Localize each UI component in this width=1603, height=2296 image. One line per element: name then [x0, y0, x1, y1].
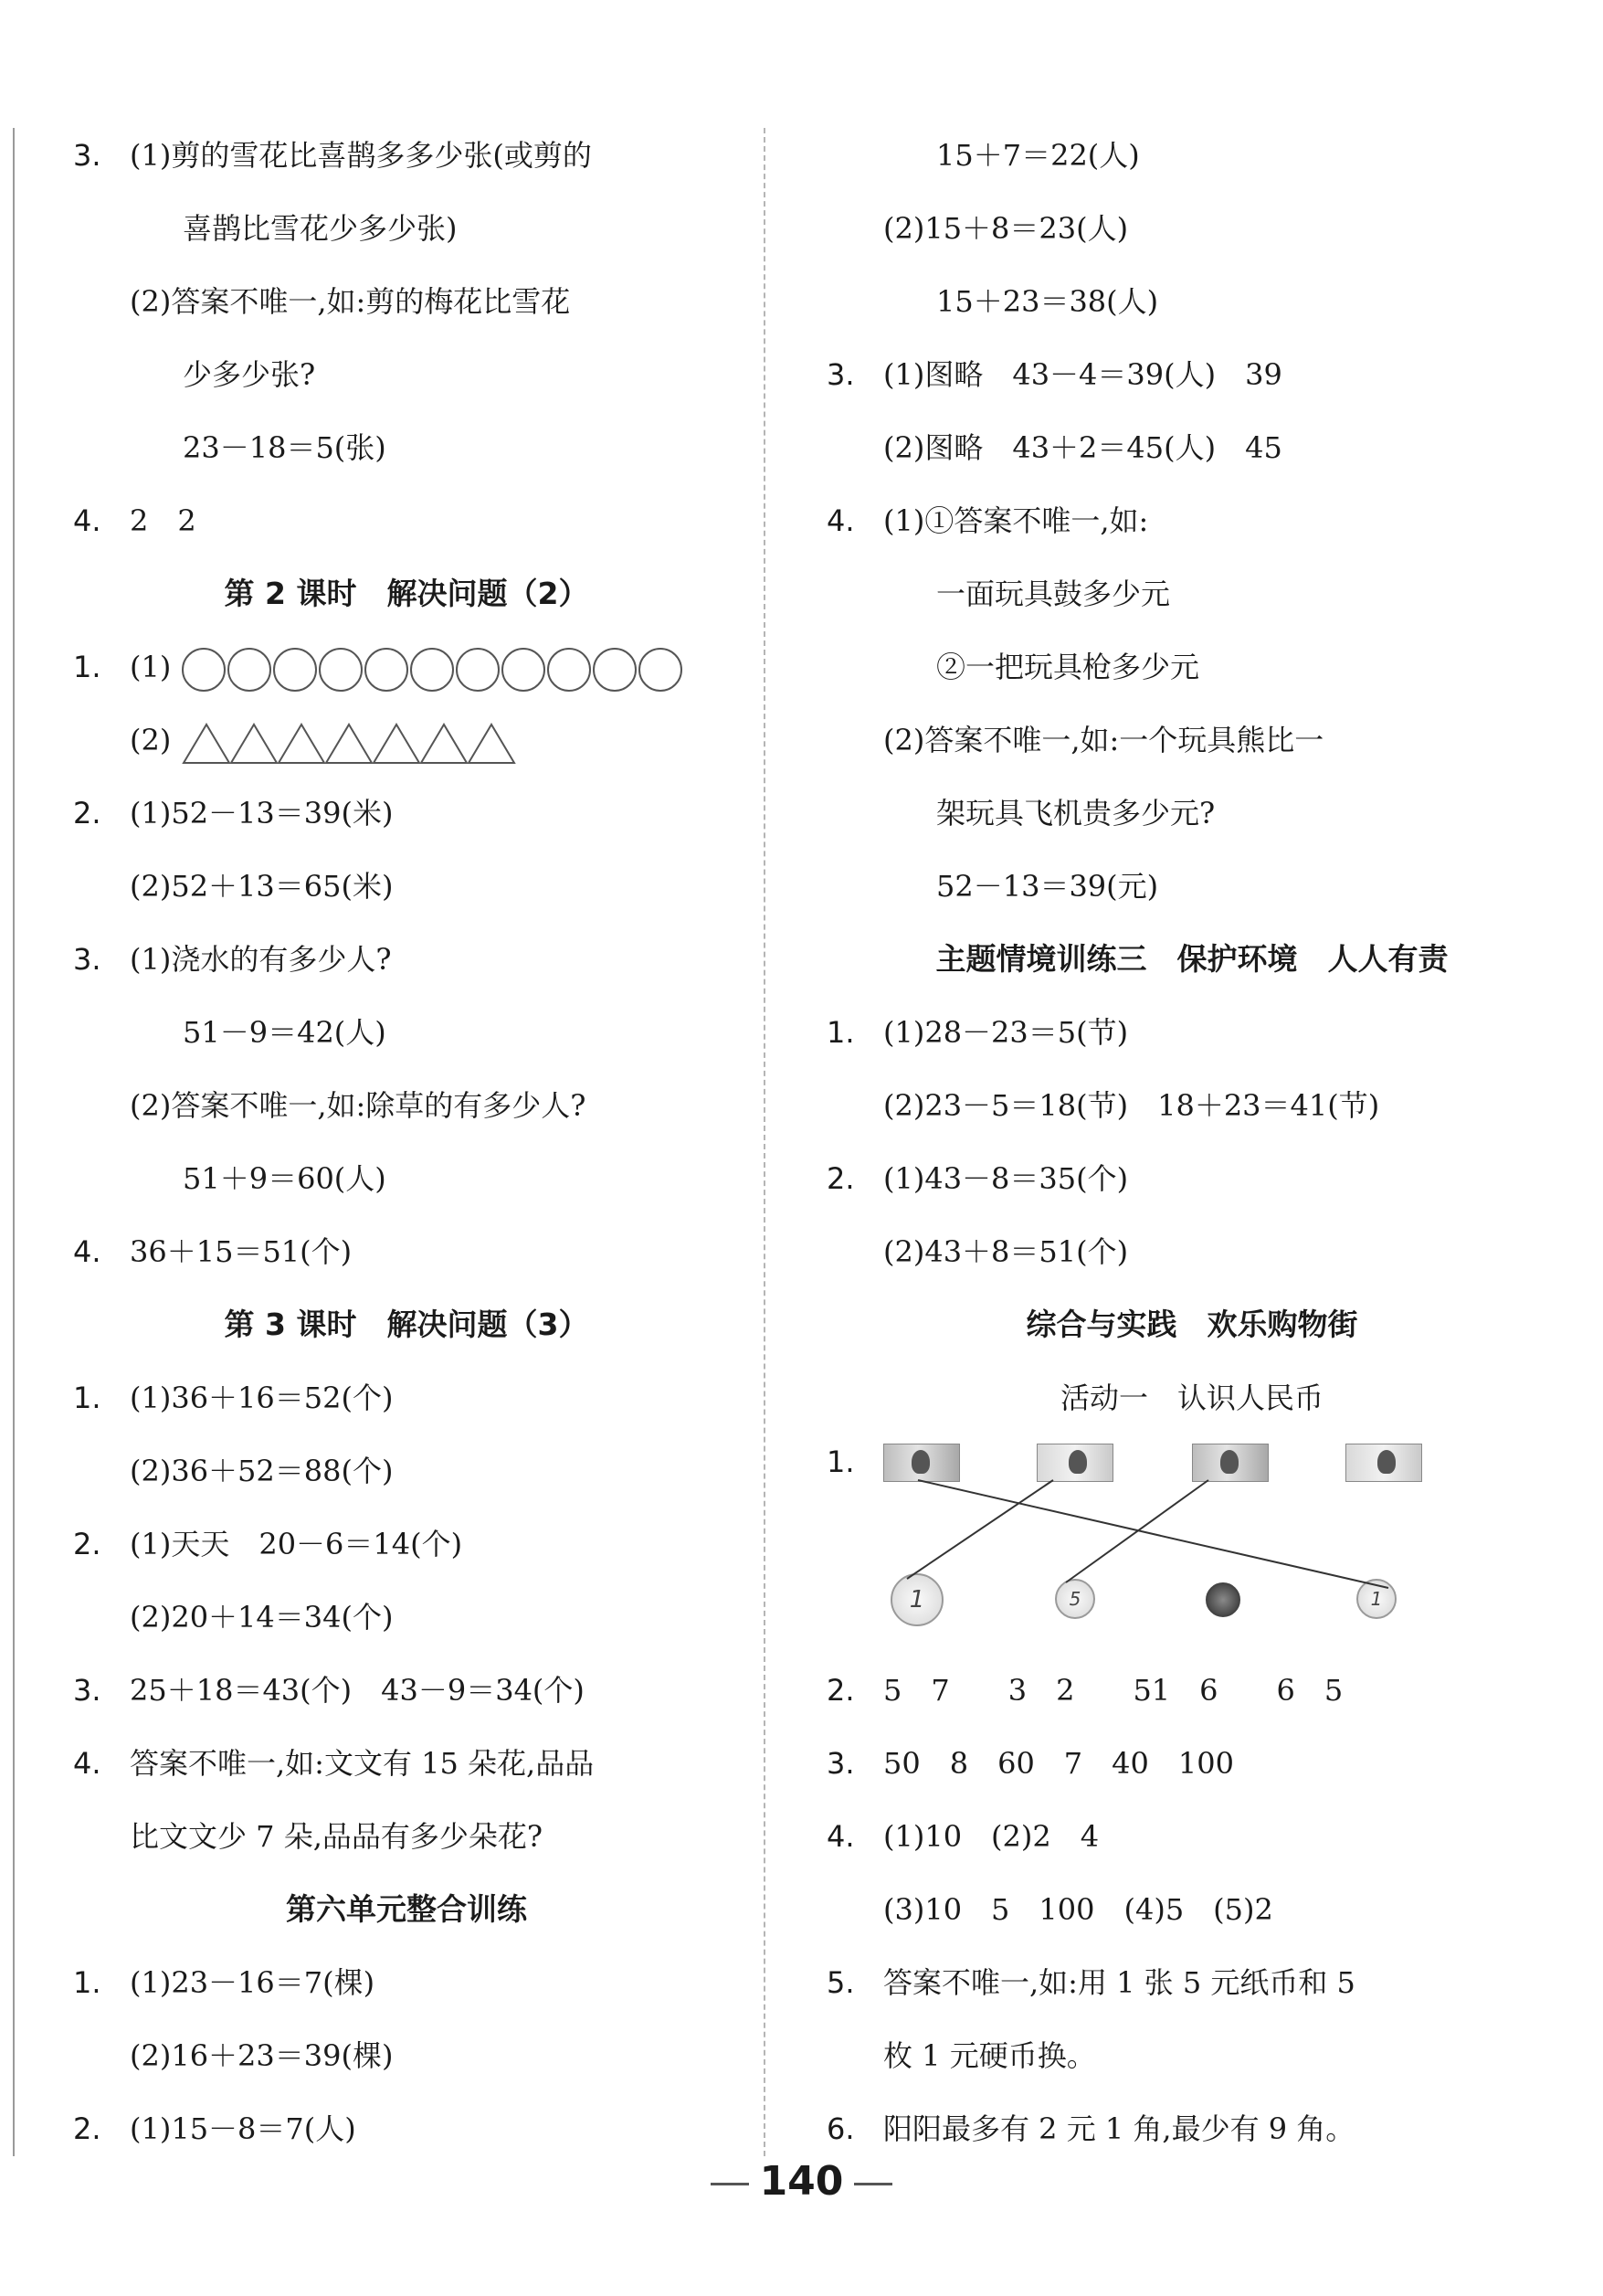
question-number: 1. [827, 1444, 855, 1479]
answer-text: (2) [130, 723, 172, 757]
question-number: 1. [73, 1381, 101, 1415]
answer-line [827, 265, 1557, 338]
answer-text: 活动一 认识人民币 [1060, 1381, 1324, 1415]
answer-line [73, 1069, 740, 1142]
answer-text: 51－9＝42(人) [183, 1015, 386, 1050]
answer-line [73, 850, 740, 923]
question-number: 3. [73, 138, 101, 173]
money-matching-exercise [827, 1434, 1557, 1654]
question-number: 6. [827, 2111, 855, 2146]
page-number-dash-right [854, 2183, 892, 2185]
circle-shape [183, 649, 225, 691]
circle-shape [457, 649, 499, 691]
answer-line [827, 1142, 1557, 1215]
circle-shape [274, 649, 316, 691]
answer-line [73, 1508, 740, 1581]
answer-text: (1)28－23＝5(节) [883, 1015, 1129, 1050]
answer-line [827, 777, 1557, 850]
answer-text: (2)图略 43＋2＝45(人) 45 [883, 430, 1282, 465]
answer-line [827, 704, 1557, 777]
answer-line [73, 119, 740, 192]
answer-line [827, 192, 1557, 265]
answer-text: (1)10 (2)2 4 [883, 1819, 1100, 1854]
answer-text: 50 8 60 7 40 100 [883, 1746, 1234, 1781]
circles-row [182, 646, 688, 693]
column-divider [764, 128, 765, 2156]
question-number: 4. [73, 1746, 101, 1781]
matching-line [1066, 1480, 1208, 1582]
answer-text: 15＋23＝38(人) [936, 284, 1159, 319]
circle-shape [548, 649, 590, 691]
answer-line [827, 484, 1557, 557]
answer-text: 阳阳最多有 2 元 1 角,最少有 9 角。 [883, 2111, 1355, 2146]
answer-line [73, 411, 740, 484]
answer-text: 枚 1 元硬币换。 [883, 2038, 1096, 2073]
answer-line [73, 1654, 740, 1727]
left-margin-rule [13, 128, 15, 2156]
answer-text: (2)20＋14＝34(个) [130, 1600, 394, 1635]
question-number: 3. [827, 1746, 855, 1781]
answer-text: 2 2 [130, 503, 196, 538]
answer-text: (1)图略 43－4＝39(人) 39 [883, 357, 1282, 392]
answer-text: 架玩具飞机贵多少元? [936, 796, 1216, 831]
answer-text: (2)答案不唯一,如:一个玩具熊比一 [883, 723, 1324, 757]
coin-image: 1 [1356, 1579, 1397, 1619]
answer-text: 答案不唯一,如:用 1 张 5 元纸币和 5 [883, 1965, 1355, 2000]
answer-line [73, 338, 740, 411]
coin-image: 5 [1055, 1579, 1095, 1619]
circle-shape [502, 649, 544, 691]
answer-text: (2)52＋13＝65(米) [130, 869, 394, 904]
left-column [73, 119, 740, 2165]
question-number: 2. [827, 1673, 855, 1708]
triangle-shape [279, 725, 324, 763]
answer-text: 少多少张? [183, 357, 316, 392]
coin-image: 1 [891, 1573, 944, 1626]
answer-line [73, 1946, 740, 2019]
circle-shape [411, 649, 453, 691]
circle-shape [228, 649, 270, 691]
section-heading [73, 1288, 740, 1361]
answer-line [73, 265, 740, 338]
answer-text: (1)52－13＝39(米) [130, 796, 394, 831]
answer-line [827, 1215, 1557, 1288]
page-number [0, 2158, 1603, 2205]
answer-line [73, 630, 740, 704]
answer-line [827, 411, 1557, 484]
circle-shape [320, 649, 362, 691]
section-subheading [827, 1361, 1557, 1434]
answer-text: 5 7 3 2 51 6 6 5 [883, 1673, 1344, 1708]
triangle-shape [184, 725, 229, 763]
circle-shape [365, 649, 407, 691]
answer-text: ②一把玩具枪多少元 [936, 650, 1200, 684]
answer-line [73, 923, 740, 996]
answer-text: (2)15＋8＝23(人) [883, 211, 1129, 246]
answer-text: 比文文少 7 朵,品品有多少朵花? [130, 1819, 543, 1854]
section-heading [827, 923, 1557, 996]
answer-line [827, 119, 1557, 192]
matching-line [918, 1480, 1388, 1588]
answer-line [827, 1946, 1557, 2019]
answer-text: 第 2 课时 解决问题（2） [224, 576, 589, 611]
question-number: 4. [827, 1819, 855, 1854]
answer-line [73, 1800, 740, 1873]
question-number: 3. [73, 942, 101, 977]
answer-text: 第六单元整合训练 [286, 1891, 527, 1927]
question-number: 2. [827, 1161, 855, 1196]
answer-line [73, 192, 740, 265]
answer-text: (1)43－8＝35(个) [883, 1161, 1129, 1196]
answer-text: (1)①答案不唯一,如: [883, 503, 1149, 538]
answer-text: 23－18＝5(张) [183, 430, 386, 465]
triangle-shape [374, 725, 419, 763]
question-number: 2. [73, 1527, 101, 1561]
answer-text: (1)15－8＝7(人) [130, 2111, 356, 2146]
question-number: 3. [73, 1673, 101, 1708]
answer-text: 一面玩具鼓多少元 [936, 577, 1171, 611]
answer-text: 综合与实践 欢乐购物街 [1026, 1307, 1358, 1342]
triangles-row [182, 719, 518, 767]
answer-text: (1)浇水的有多少人? [130, 942, 392, 977]
answer-text: 喜鹊比雪花少多少张) [183, 211, 458, 246]
triangle-shape [231, 725, 277, 763]
section-heading [73, 1873, 740, 1946]
answer-text: (2)答案不唯一,如:除草的有多少人? [130, 1088, 586, 1123]
circles-drawing [182, 646, 688, 693]
answer-line [827, 1800, 1557, 1873]
answer-text: (1) [130, 650, 172, 684]
answer-text: (3)10 5 100 (4)5 (5)2 [883, 1892, 1273, 1927]
answer-text: (1)23－16＝7(棵) [130, 1965, 375, 2000]
answer-text: (2)43＋8＝51(个) [883, 1234, 1129, 1269]
triangle-shape [469, 725, 514, 763]
answer-line [73, 777, 740, 850]
question-number: 5. [827, 1965, 855, 2000]
question-number: 4. [827, 503, 855, 538]
answer-text: (1)天天 20－6＝14(个) [130, 1527, 463, 1561]
answer-line [827, 1069, 1557, 1142]
question-number: 1. [73, 650, 101, 684]
answer-text: (2)36＋52＝88(个) [130, 1454, 394, 1488]
section-heading [73, 557, 740, 630]
question-number: 2. [73, 796, 101, 831]
answer-line [827, 338, 1557, 411]
answer-text: (2)答案不唯一,如:剪的梅花比雪花 [130, 284, 571, 319]
circle-shape [594, 649, 636, 691]
answer-line [827, 996, 1557, 1069]
question-number: 1. [827, 1015, 855, 1050]
answer-text: 51＋9＝60(人) [183, 1161, 386, 1196]
answer-text: 第 3 课时 解决问题（3） [224, 1307, 589, 1342]
answer-line [73, 2092, 740, 2165]
answer-line [73, 2019, 740, 2092]
triangle-shape [421, 725, 467, 763]
answer-text: 36＋15＝51(个) [130, 1234, 353, 1269]
answer-text: 主题情境训练三 保护环境 人人有责 [935, 941, 1449, 977]
answer-text: 答案不唯一,如:文文有 15 朵花,品品 [130, 1746, 595, 1781]
triangle-shape [326, 725, 372, 763]
answer-line [827, 1654, 1557, 1727]
answer-text: (2)23－5＝18(节) 18＋23＝41(节) [883, 1088, 1380, 1123]
question-number: 4. [73, 1234, 101, 1269]
question-number: 3. [827, 357, 855, 392]
answer-text: 52－13＝39(元) [936, 869, 1159, 904]
answer-line [73, 704, 740, 777]
answer-text: (2)16＋23＝39(棵) [130, 2038, 394, 2073]
answer-line [73, 1434, 740, 1508]
answer-line [73, 1215, 740, 1288]
answer-line [73, 484, 740, 557]
answer-line [73, 1727, 740, 1800]
answer-line [73, 996, 740, 1069]
page-number-value: 140 [759, 2158, 844, 2205]
right-column [827, 119, 1557, 2165]
question-number: 1. [73, 1965, 101, 2000]
answer-line [827, 557, 1557, 630]
triangles-drawing [182, 719, 518, 767]
answer-line [73, 1142, 740, 1215]
matching-lines [827, 1434, 1557, 1654]
question-number: 2. [73, 2111, 101, 2146]
answer-line [827, 2019, 1557, 2092]
answer-text: (1)剪的雪花比喜鹊多多少张(或剪的 [130, 138, 592, 173]
answer-text: (1)36＋16＝52(个) [130, 1381, 394, 1415]
answer-line [827, 1873, 1557, 1946]
answer-line [73, 1361, 740, 1434]
section-heading [827, 1288, 1557, 1361]
page-number-dash-left [711, 2183, 749, 2185]
answer-line [73, 1581, 740, 1654]
answer-text: 25＋18＝43(个) 43－9＝34(个) [130, 1673, 585, 1708]
circle-shape [639, 649, 681, 691]
question-number: 4. [73, 503, 101, 538]
answer-line [827, 850, 1557, 923]
answer-text: 15＋7＝22(人) [936, 138, 1140, 173]
answer-line [827, 630, 1557, 704]
answer-line [827, 1727, 1557, 1800]
answer-line [827, 2092, 1557, 2165]
